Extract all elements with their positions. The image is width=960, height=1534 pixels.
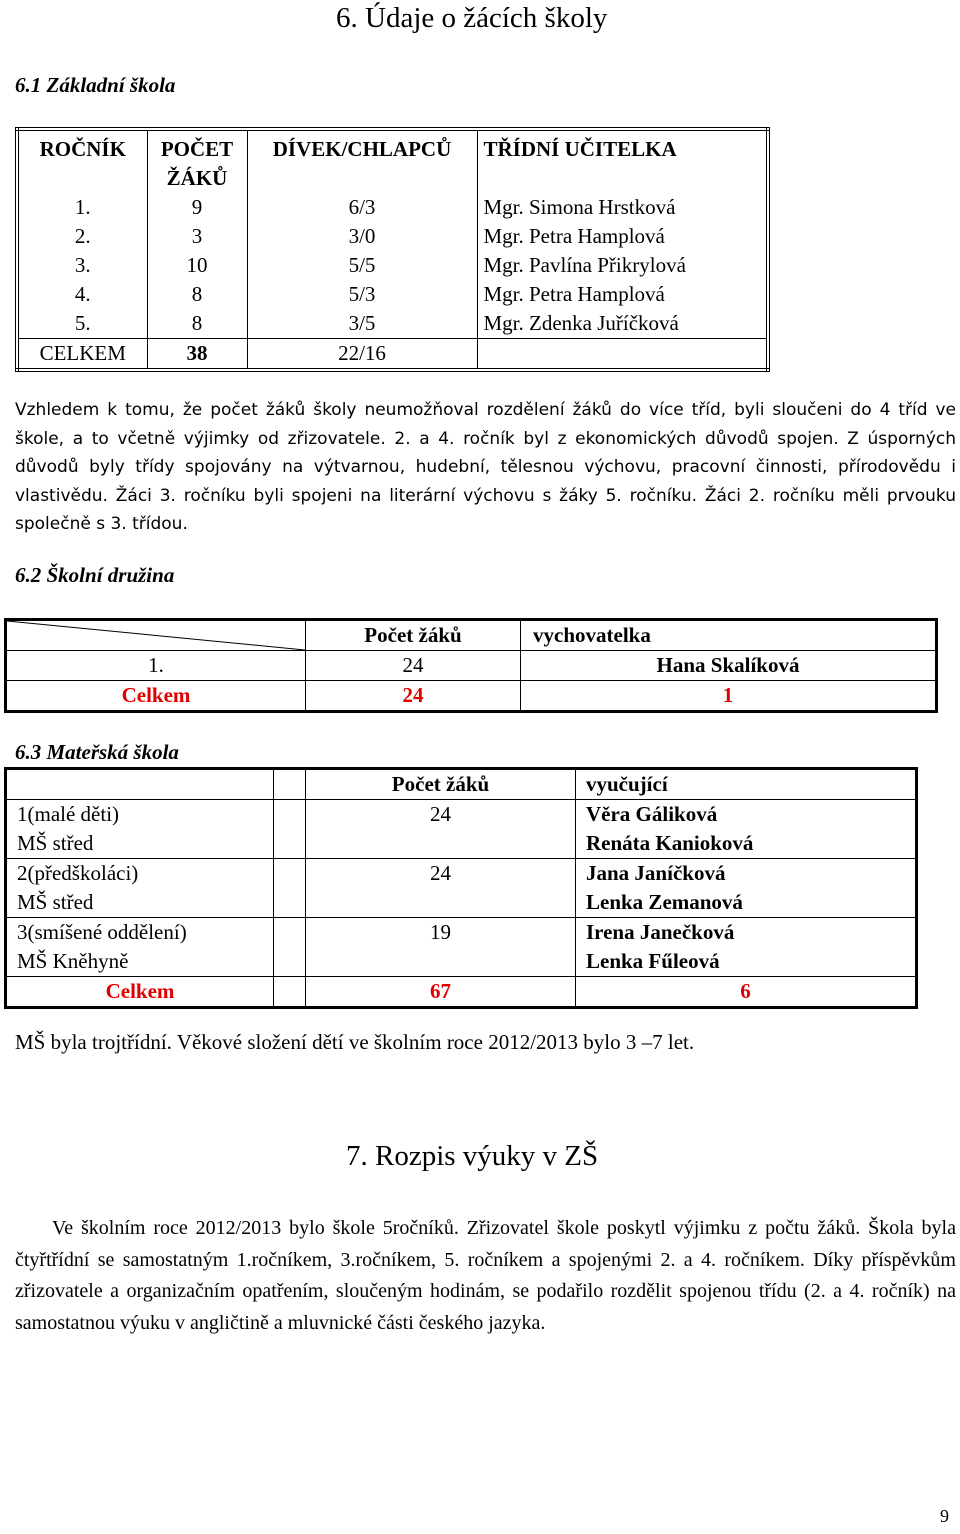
class-name: 3(smíšené oddělení)	[17, 920, 187, 944]
total-educators: 1	[521, 681, 937, 712]
cell-teachers	[576, 918, 917, 977]
table-row	[17, 222, 768, 251]
cell-ratio: 5/5	[247, 251, 477, 280]
class-location: MŠ střed	[17, 890, 94, 914]
total-label: Celkem	[6, 977, 274, 1008]
cell-spacer	[274, 977, 306, 1008]
chapter-heading-6: 6. Údaje o žácích školy	[336, 2, 608, 34]
diagonal-cell	[6, 620, 306, 651]
class-location: MŠ Kněhyně	[17, 949, 129, 973]
header-pupil-count: POČET ŽÁKŮ	[147, 129, 247, 193]
total-row	[6, 977, 917, 1008]
cell-count: 19	[306, 918, 576, 977]
club-table	[4, 618, 938, 713]
paragraph-6-1: Vzhledem k tomu, že počet žáků školy neumožňoval rozdělení žáků do více tříd, byli sloučeni do 4 tříd ve škole, a to včetně výjimky od zřizovatele. 2. a 4. ročník byl z ekonomických důvodů spojen. Z úsporných důvodů byly třídy spojovány na výtvarnou, hudební, tělesnou výchovu, pracovní činnosti, přírodovědu i vlastivědu. Žáci 3. ročníku byli spojeni na literární výchovu s žáky 5. ročníku. Žáci 2. ročníku měli prvouku společně s 3. třídou.	[15, 400, 956, 534]
total-row	[17, 339, 768, 371]
teacher-name: Irena Janečková	[586, 920, 735, 944]
cell-grade: 5.	[17, 309, 147, 339]
kindergarten-table	[4, 767, 918, 1009]
teacher-name: Lenka Fűleová	[586, 949, 720, 973]
cell-spacer	[274, 800, 306, 859]
cell-count: 24	[306, 800, 576, 859]
table-row	[6, 918, 917, 977]
paragraph-7: Ve školním roce 2012/2013 bylo škole 5ročníků. Zřizovatel škole poskytl výjimku z počtu žáků. Škola byla čtyřtřídní se samostatným 1.ročníkem, 3.ročníkem, 5. ročníkem a spojenými 2. a 4. ročníkem. Díky příspěvkům zřizovatele a organizačním opatřením, sloučeným hodinám, se podařilo rozdělit spojenou třídu (2. a 4. ročník) na samostatnou výuku v angličtině a mluvnické části českého jazyka.	[15, 1217, 956, 1334]
total-count: 38	[147, 339, 247, 371]
total-count: 24	[306, 681, 521, 712]
table-row	[6, 859, 917, 918]
header-grade: ROČNÍK	[17, 129, 147, 193]
header-educator: vychovatelka	[521, 620, 937, 651]
cell-educator: Hana Skalíková	[521, 651, 937, 681]
total-label: CELKEM	[17, 339, 147, 371]
total-ratio: 22/16	[247, 339, 477, 371]
cell-class	[6, 859, 274, 918]
cell-teachers	[576, 800, 917, 859]
cell-class	[6, 800, 274, 859]
cell-teachers	[576, 859, 917, 918]
cell-ratio: 3/0	[247, 222, 477, 251]
chapter-heading-7: 7. Rozpis výuky v ZŠ	[346, 1140, 599, 1172]
table-row	[6, 800, 917, 859]
diagonal-line	[7, 621, 305, 650]
cell-spacer	[274, 859, 306, 918]
total-teacher	[477, 339, 768, 371]
header-class-teacher: TŘÍDNÍ UČITELKA	[483, 137, 677, 161]
class-name: 2(předškoláci)	[17, 861, 139, 885]
total-label: Celkem	[6, 681, 306, 712]
cell-count: 8	[147, 309, 247, 339]
header-teachers: vyučující	[576, 769, 917, 800]
cell-grade: 4.	[17, 280, 147, 309]
cell-grade: 3.	[17, 251, 147, 280]
cell-teacher: Mgr. Petra Hamplová	[483, 224, 665, 248]
club-table-header	[6, 620, 937, 651]
cell-grade: 2.	[17, 222, 147, 251]
cell-teacher: Mgr. Simona Hrstková	[483, 195, 676, 219]
header-spacer	[274, 769, 306, 800]
cell-teacher: Mgr. Pavlína Přikrylová	[483, 253, 686, 277]
section-title-6-2: 6.2 Školní družina	[15, 563, 175, 587]
cell-department: 1.	[6, 651, 306, 681]
total-row	[6, 681, 937, 712]
grades-table-header	[17, 129, 768, 193]
section-title-6-1: 6.1 Základní škola	[15, 73, 176, 97]
cell-ratio: 3/5	[247, 309, 477, 339]
table-row	[17, 280, 768, 309]
table-row	[6, 651, 937, 681]
page-number: 9	[940, 1506, 949, 1526]
cell-count: 8	[147, 280, 247, 309]
cell-count: 9	[147, 193, 247, 222]
cell-grade: 1.	[17, 193, 147, 222]
header-pupil-count: Počet žáků	[306, 620, 521, 651]
table-row	[17, 193, 768, 222]
teacher-name: Renáta Kanioková	[586, 831, 754, 855]
cell-ratio: 5/3	[247, 280, 477, 309]
header-girls-boys: DÍVEK/CHLAPCŮ	[247, 129, 477, 193]
total-count: 67	[306, 977, 576, 1008]
header-class	[6, 769, 274, 800]
header-pupil-count: Počet žáků	[306, 769, 576, 800]
class-location: MŠ střed	[17, 831, 94, 855]
table-row	[17, 251, 768, 280]
cell-count: 24	[306, 651, 521, 681]
class-name: 1(malé děti)	[17, 802, 120, 826]
kindergarten-note: MŠ byla trojtřídní. Věkové složení dětí ve školním roce 2012/2013 bylo 3 –7 let.	[15, 1030, 695, 1054]
teacher-name: Lenka Zemanová	[586, 890, 743, 914]
cell-class	[6, 918, 274, 977]
kindergarten-table-header	[6, 769, 917, 800]
grades-table	[15, 127, 770, 372]
cell-teacher: Mgr. Zdenka Juříčková	[483, 311, 679, 335]
cell-ratio: 6/3	[247, 193, 477, 222]
cell-count: 10	[147, 251, 247, 280]
cell-count: 24	[306, 859, 576, 918]
cell-spacer	[274, 918, 306, 977]
total-teachers: 6	[576, 977, 917, 1008]
table-row	[17, 309, 768, 339]
teacher-name: Jana Janíčková	[586, 861, 726, 885]
cell-count: 3	[147, 222, 247, 251]
section-title-6-3: 6.3 Mateřská škola	[15, 740, 179, 764]
cell-teacher: Mgr. Petra Hamplová	[483, 282, 665, 306]
teacher-name: Věra Gáliková	[586, 802, 718, 826]
